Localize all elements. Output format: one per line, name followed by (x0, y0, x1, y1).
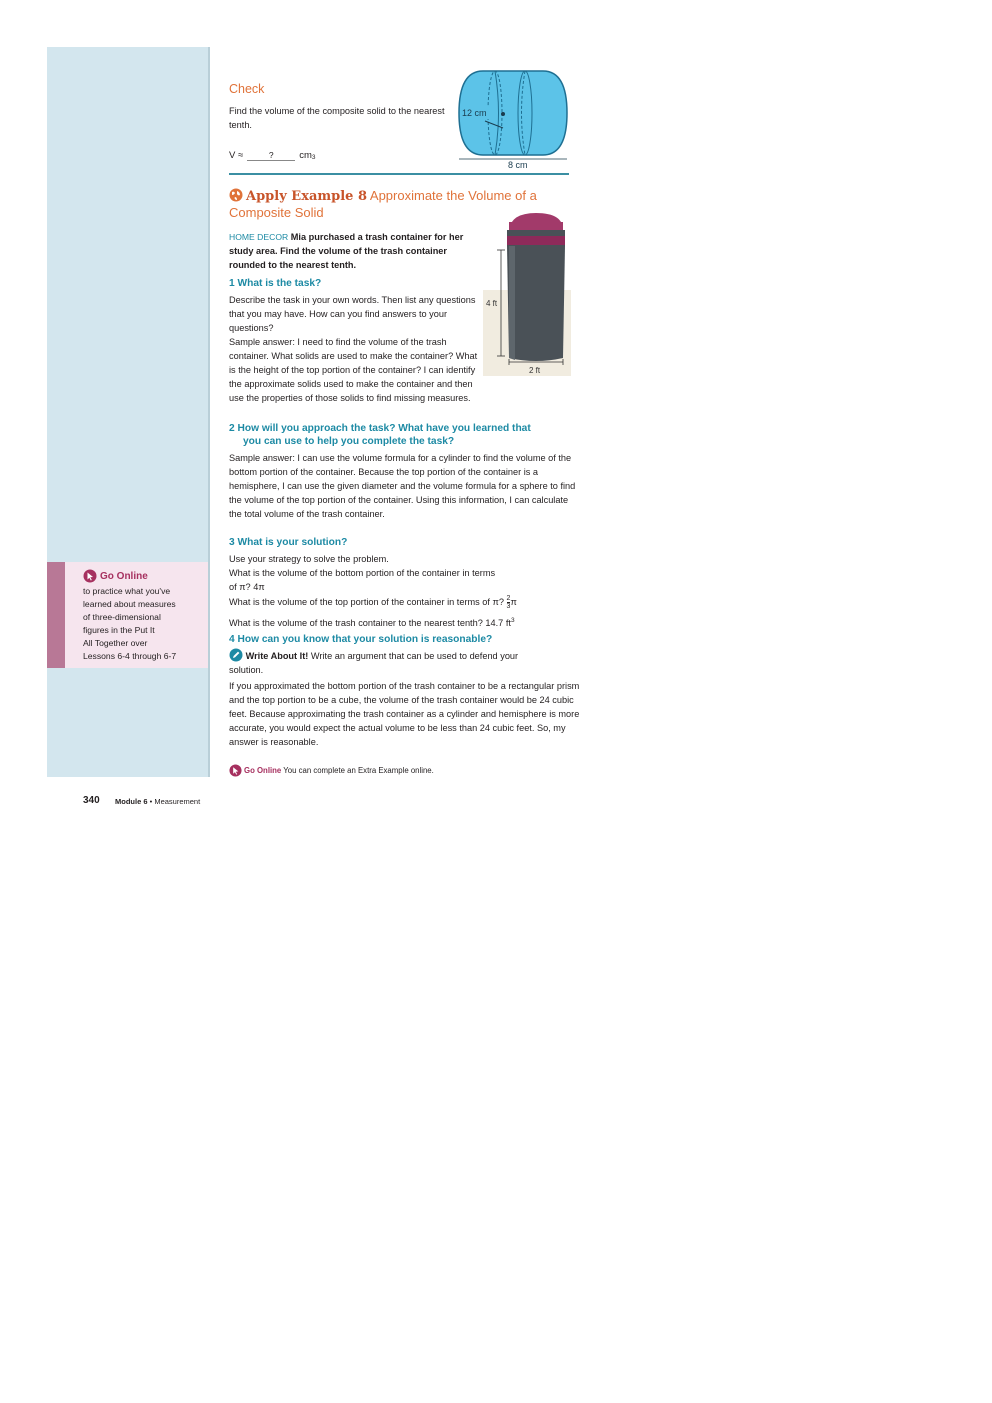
step-3-body (229, 552, 589, 630)
apply-example-subtitle: Approximate the Volume of a Composite Solid (229, 188, 537, 220)
step-3-line2: What is the volume of the bottom portion of the container in terms (229, 568, 496, 578)
volume-unit: cm (299, 150, 312, 161)
step-3-line1: Use your strategy to solve the problem. (229, 554, 389, 564)
step-1-answer (229, 335, 589, 405)
total-volume-answer: 14.7 ft (485, 618, 511, 629)
module-topic: • Measurement (149, 797, 201, 806)
volume-answer-line (229, 150, 316, 161)
answer-blank[interactable]: ? (247, 150, 295, 161)
fraction-pi: π (510, 597, 517, 607)
globe-icon (229, 188, 243, 202)
page-number: 340 (83, 795, 100, 806)
apply-example-label: Apply Example 8 (246, 189, 367, 204)
extra-example-label: Go Online (244, 766, 282, 775)
step-1-heading: 1 What is the task? (229, 278, 322, 289)
pencil-icon (229, 648, 243, 662)
step-2-answer: Sample answer: I can use the volume formula for a cylinder to find the volume of the bottom portion of the container. Because the top portion of the container is a hemisphere, I can use the given diameter and the volume formula for a sphere to find the volume of the top portion of the container. Using this information, I can calculate the total volume of the trash container. (229, 453, 576, 519)
category-tag: HOME DECOR (229, 232, 289, 242)
cursor-icon (83, 569, 97, 583)
total-volume-exponent: 3 (510, 617, 515, 625)
step-3-question: of π? (229, 582, 251, 592)
check-prompt: Find the volume of the composite solid to the nearest tenth. (229, 106, 445, 130)
height-label: 4 ft (486, 299, 498, 308)
problem-text: Mia purchased a trash container for her study area. Find the volume of the trash container rounded to the nearest tenth. (229, 232, 464, 270)
fraction-denominator: 3 (506, 603, 511, 611)
width-label: 2 ft (529, 366, 541, 375)
step-2-heading-line2: you can use to help you complete the task? (243, 436, 455, 447)
go-online-stripe (47, 562, 65, 668)
step-3-line5 (229, 614, 589, 630)
go-online-link[interactable] (83, 569, 148, 583)
problem-statement (229, 230, 479, 272)
write-about-it-label: Write About It! (245, 651, 309, 661)
section-divider (229, 173, 569, 175)
check-title: Check (229, 82, 265, 96)
capsule-figure (455, 66, 575, 172)
module-name: Module 6 (115, 797, 148, 806)
step-4-prompt (229, 648, 549, 677)
fraction-numerator: 2 (506, 595, 511, 603)
step-1-prompt: Describe the task in your own words. Then list any questions that you may have. How can you find answers to your questions? (229, 295, 476, 333)
step-3-line4 (229, 595, 589, 610)
step-4-heading: 4 How can you know that your solution is reasonable? (229, 634, 493, 645)
sidebar-divider (208, 47, 210, 777)
step-2-heading (229, 422, 531, 448)
step-4-answer: If you approximated the bottom portion of the trash container to be a rectangular prism and the top portion to be a cube, the volume of the trash container would be 24 cubic feet. Because approximating the trash container as a cylinder and hemisphere is more accurate, you would expect the actual volume to be less than 24 cubic feet. So, my answer is reasonable. (229, 681, 580, 747)
step-3-line3 (229, 580, 589, 594)
bottom-volume-answer: 4π (253, 582, 265, 592)
step-1-answer-text: Sample answer: I need to find the volume of the trash container. What solids are used to make the container? What is the height of the top portion of the container? I can identify the approximate solids used to make the container and then use the properties of those solids to find missing measures. (229, 337, 478, 403)
write-about-it-prompt: Write an argument that can be used to defend your solution. (229, 651, 519, 675)
extra-example-link[interactable] (229, 764, 434, 777)
radius-label: 12 cm (462, 108, 487, 118)
step-3-total-question: What is the volume of the trash container to the nearest tenth? (229, 618, 483, 629)
go-online-description: to practice what you've learned about measures of three-dimensional figures in the Put It All Together over Lessons 6-4 through 6-7 (83, 586, 177, 661)
extra-example-text: You can complete an Extra Example online. (283, 766, 434, 775)
volume-unit-exponent: 3 (311, 154, 316, 161)
module-label (115, 797, 200, 806)
cursor-icon (229, 764, 242, 777)
volume-label: V ≈ (229, 150, 244, 161)
length-label: 8 cm (508, 160, 528, 170)
go-online-title: Go Online (100, 570, 148, 582)
step-2-heading-line1: 2 How will you approach the task? What have you learned that (229, 423, 531, 434)
step-3-heading: 3 What is your solution? (229, 537, 348, 548)
step-3-top-question: What is the volume of the top portion of the container in terms of π? (229, 597, 504, 607)
